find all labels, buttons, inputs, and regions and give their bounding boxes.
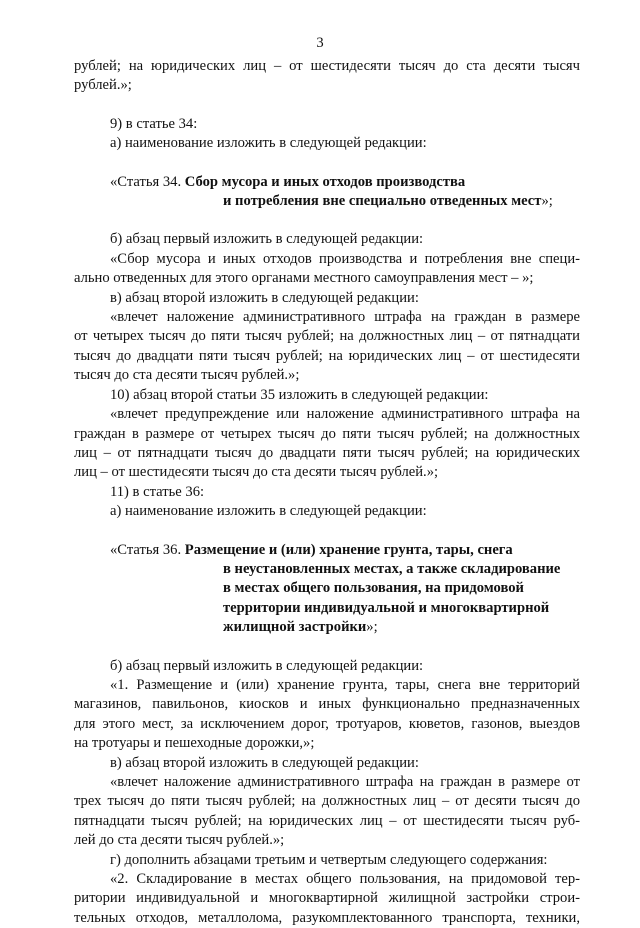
text-line: для этого мест, за исключением дорог, тротуаров, кюветов, газонов, выездов xyxy=(74,715,580,732)
item-9-sub-b: б) абзац первый изложить в следующей редакции: xyxy=(110,231,424,248)
item-11-intro: 11) в статье 36: xyxy=(110,483,205,500)
article-36-title-line: Размещение и (или) хранение грунта, тары, снега xyxy=(184,541,513,558)
item-11-sub-v: в) абзац второй изложить в следующей редакции: xyxy=(110,754,419,771)
article-34-title-line: Сбор мусора и иных отходов производства xyxy=(184,173,466,190)
item-11-sub-b: б) абзац первый изложить в следующей редакции: xyxy=(110,657,424,674)
text-line: «1. Размещение и (или) хранение грунта, тары, снега вне территорий xyxy=(110,676,580,693)
text-line: от четырех тысяч до пяти тысяч рублей; на должностных лиц – от пятнадцати xyxy=(74,328,580,345)
article-36-title-line: территории индивидуальной и многоквартирной xyxy=(223,599,550,616)
text-line: тысяч до ста десяти тысяч рублей.»; xyxy=(74,367,300,384)
text-line: «влечет наложение административного штрафа на граждан в размере xyxy=(110,309,580,326)
text-line: «влечет наложение административного штрафа на граждан в размере от xyxy=(110,774,580,790)
item-11-sub-a: а) наименование изложить в следующей редакции: xyxy=(110,503,427,520)
article-36-prefix: «Статья 36. xyxy=(110,541,182,558)
text-line: рублей.»; xyxy=(74,77,132,94)
article-34-suffix: »; xyxy=(541,193,553,210)
page-number: 3 xyxy=(316,35,324,51)
article-36-title-line: жилищной застройки xyxy=(223,619,367,636)
text-line: «влечет предупреждение или наложение административного штрафа на xyxy=(110,406,580,423)
item-9-sub-a: а) наименование изложить в следующей редакции: xyxy=(110,135,427,152)
text-line: на тротуары и пешеходные дорожки,»; xyxy=(74,735,315,752)
item-9-sub-v: в) абзац второй изложить в следующей редакции: xyxy=(110,289,419,306)
article-36-title xyxy=(110,541,580,638)
text-line: ритории индивидуальной и многоквартирной жилищной застройки строи- xyxy=(74,890,580,907)
article-34-prefix: «Статья 34. xyxy=(110,173,182,190)
item-10-intro: 10) абзац второй статьи 35 изложить в следующей редакции: xyxy=(110,386,489,403)
text-line: магазинов, павильонов, киосков и иных функционально предназначенных xyxy=(74,696,580,713)
article-36-suffix: »; xyxy=(366,619,378,636)
text-line: рублей; на юридических лиц – от шестидесяти тысяч до ста десяти тысяч xyxy=(74,58,580,74)
item-11-sub-g: г) дополнить абзацами третьим и четвертым следующего содержания: xyxy=(110,851,548,868)
document-body xyxy=(74,57,580,928)
text-line: граждан в размере от четырех тысяч до пяти тысяч рублей; на должностных xyxy=(74,425,580,442)
text-line: ально отведенных для этого органами местного самоуправления мест – »; xyxy=(74,270,534,287)
text-line: лиц – от шестидесяти тысяч до ста десяти тысяч рублей.»; xyxy=(74,464,439,481)
text-line: пятнадцати тысяч рублей; на юридических лиц – от шестидесяти тысяч руб- xyxy=(74,812,580,829)
text-line: тельных отходов, металлолома, разукомплектованного транспорта, техники, xyxy=(74,909,580,926)
article-34-title xyxy=(110,173,580,212)
article-36-title-line: в неустановленных местах, а также складирование xyxy=(223,560,561,577)
text-line: «2. Складирование в местах общего пользования, на придомовой тер- xyxy=(110,871,580,888)
text-line: «Сбор мусора и иных отходов производства и потребления вне специ- xyxy=(110,250,580,267)
article-34-title-line: и потребления вне специально отведенных мест xyxy=(223,193,542,210)
text-line: лей до ста десяти тысяч рублей.»; xyxy=(74,832,285,849)
item-9-intro: 9) в статье 34: xyxy=(110,115,198,132)
text-line: тысяч до двадцати пяти тысяч рублей; на юридических лиц – от шестидесяти xyxy=(74,347,580,364)
text-line: трех тысяч до пяти тысяч рублей; на должностных лиц – от десяти тысяч до xyxy=(74,793,580,810)
text-line: лиц – от пятнадцати тысяч до двадцати пяти тысяч рублей; на юридических xyxy=(74,444,580,461)
article-36-title-line: в местах общего пользования, на придомовой xyxy=(223,580,524,597)
